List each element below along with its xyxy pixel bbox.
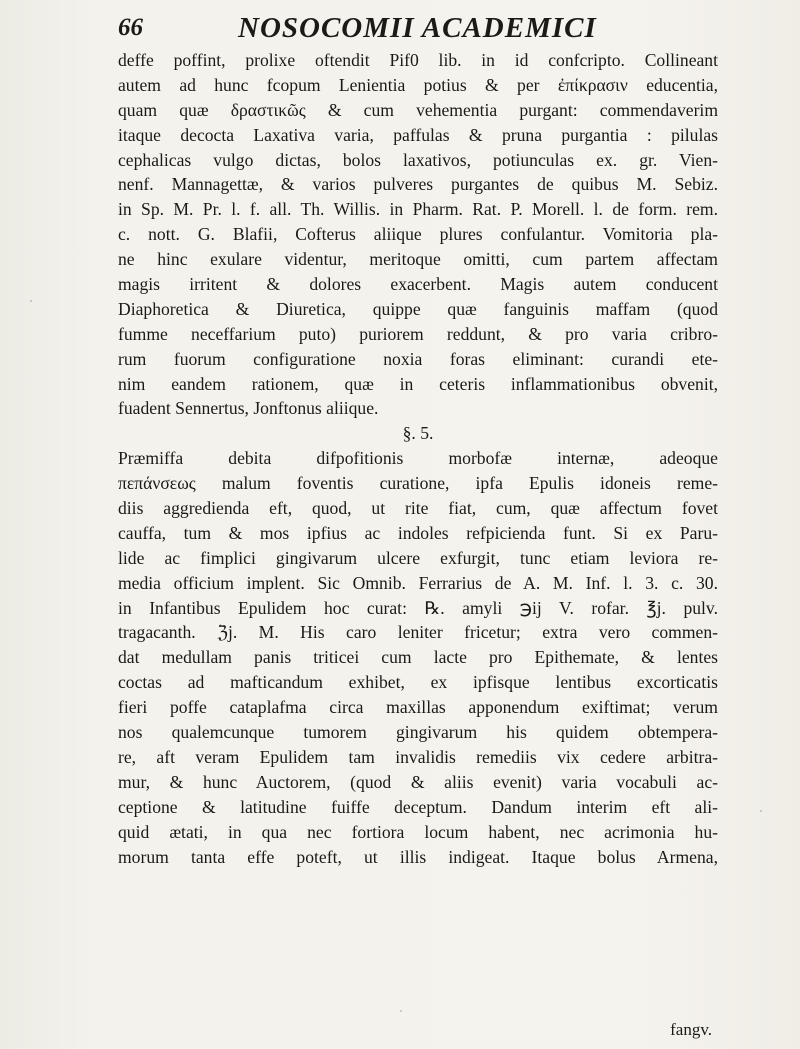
- text-line: fieri poffe cataplafma circa maxillas apponendum exiftimat; verum: [118, 697, 718, 718]
- body-text: [118, 48, 718, 869]
- text-line: nenf. Mannagettæ, & varios pulveres purgantes de quibus M. Sebiz.: [118, 174, 718, 195]
- text-line: quid ætati, in qua nec fortiora locum habent, nec acrimonia hu-: [118, 821, 718, 842]
- running-title: NOSOCOMII ACADEMICI: [238, 12, 597, 44]
- text-line: media officium implent. Sic Omnib. Ferrarius de A. M. Inf. l. 3. c. 30.: [118, 572, 718, 593]
- text-line: cephalicas vulgo dictas, bolos laxativos, potiunculas ex. gr. Vien-: [118, 149, 718, 170]
- paper-speck: [760, 810, 762, 812]
- text-line: nim eandem rationem, quæ in ceteris inflammationibus obvenit,: [118, 373, 718, 394]
- text-line: autem ad hunc fcopum Lenientia potius & per ἐπίκρασιν educentia,: [118, 74, 718, 95]
- paper-speck: [400, 1010, 402, 1012]
- text-line: itaque decocta Laxativa varia, paffulas & pruna purgantia : pilulas: [118, 124, 718, 145]
- text-line: lide ac fimplici gingivarum ulcere exfurgit, tunc etiam leviora re-: [118, 547, 718, 568]
- text-line: magis irritent & dolores exacerbent. Magis autem conducent: [118, 274, 718, 295]
- text-line: mur, & hunc Auctorem, (quod & aliis evenit) varia vocabuli ac-: [118, 771, 718, 792]
- text-line: πεπάνσεως malum foventis curatione, ipfa Epulis idoneis reme-: [118, 473, 718, 494]
- text-line: re, aft veram Epulidem tam invalidis remediis vix cedere arbitra-: [118, 746, 718, 767]
- catchword: fangv.: [670, 1020, 712, 1039]
- text-line: fuadent Sennertus, Jonftonus aliique.: [118, 398, 379, 419]
- text-line: dat medullam panis triticei cum lacte pro Epithemate, & lentes: [118, 647, 718, 668]
- page-header: [118, 8, 718, 52]
- text-line: Præmiffa debita difpofitionis morbofæ internæ, adeoque: [118, 448, 718, 469]
- text-line: in Infantibus Epulidem hoc curat: ℞. amyli ℈ij V. rofar. ℥j. pulv.: [118, 597, 718, 618]
- paper-speck: [30, 300, 32, 302]
- text-line: diis aggredienda eft, quod, ut rite fiat, cum, quæ affectum fovet: [118, 498, 718, 519]
- text-line: tragacanth. ℨj. M. His caro leniter fricetur; extra vero commen-: [118, 622, 718, 643]
- text-line: ceptione & latitudine fuiffe deceptum. Dandum interim eft ali-: [118, 796, 718, 817]
- text-line: rum fuorum configuratione noxia foras eliminant: curandi ete-: [118, 348, 718, 369]
- text-line: Diaphoretica & Diuretica, quippe quæ fanguinis maffam (quod: [118, 298, 718, 319]
- text-line: morum tanta effe poteft, ut illis indigeat. Itaque bolus Armena,: [118, 846, 718, 867]
- section-mark: §. 5.: [402, 423, 434, 444]
- text-line: c. nott. G. Blafii, Cofterus aliique plures confulantur. Vomitoria pla-: [118, 224, 718, 245]
- text-line: deffe poffint, prolixe oftendit Pif0 lib. in id confcripto. Collineant: [118, 50, 718, 70]
- text-line: fumme neceffarium puto) puriorem reddunt, & pro varia cribro-: [118, 323, 718, 344]
- page-number: 66: [118, 14, 143, 41]
- text-line: cauffa, tum & mos ipfius ac indoles refpicienda funt. Si ex Paru-: [118, 522, 718, 543]
- text-line: in Sp. M. Pr. l. f. all. Th. Willis. in Pharm. Rat. P. Morell. l. de form. rem.: [118, 199, 718, 220]
- text-line: quam quæ δραστικῶς & cum vehementia purgant: commendaverim: [118, 99, 718, 120]
- text-line: coctas ad mafticandum exhibet, ex ipfisque lentibus excorticatis: [118, 672, 718, 693]
- text-line: nos qualemcunque tumorem gingivarum his quidem obtempera-: [118, 722, 718, 743]
- text-line: ne hinc exulare videntur, meritoque omitti, cum partem affectam: [118, 249, 718, 270]
